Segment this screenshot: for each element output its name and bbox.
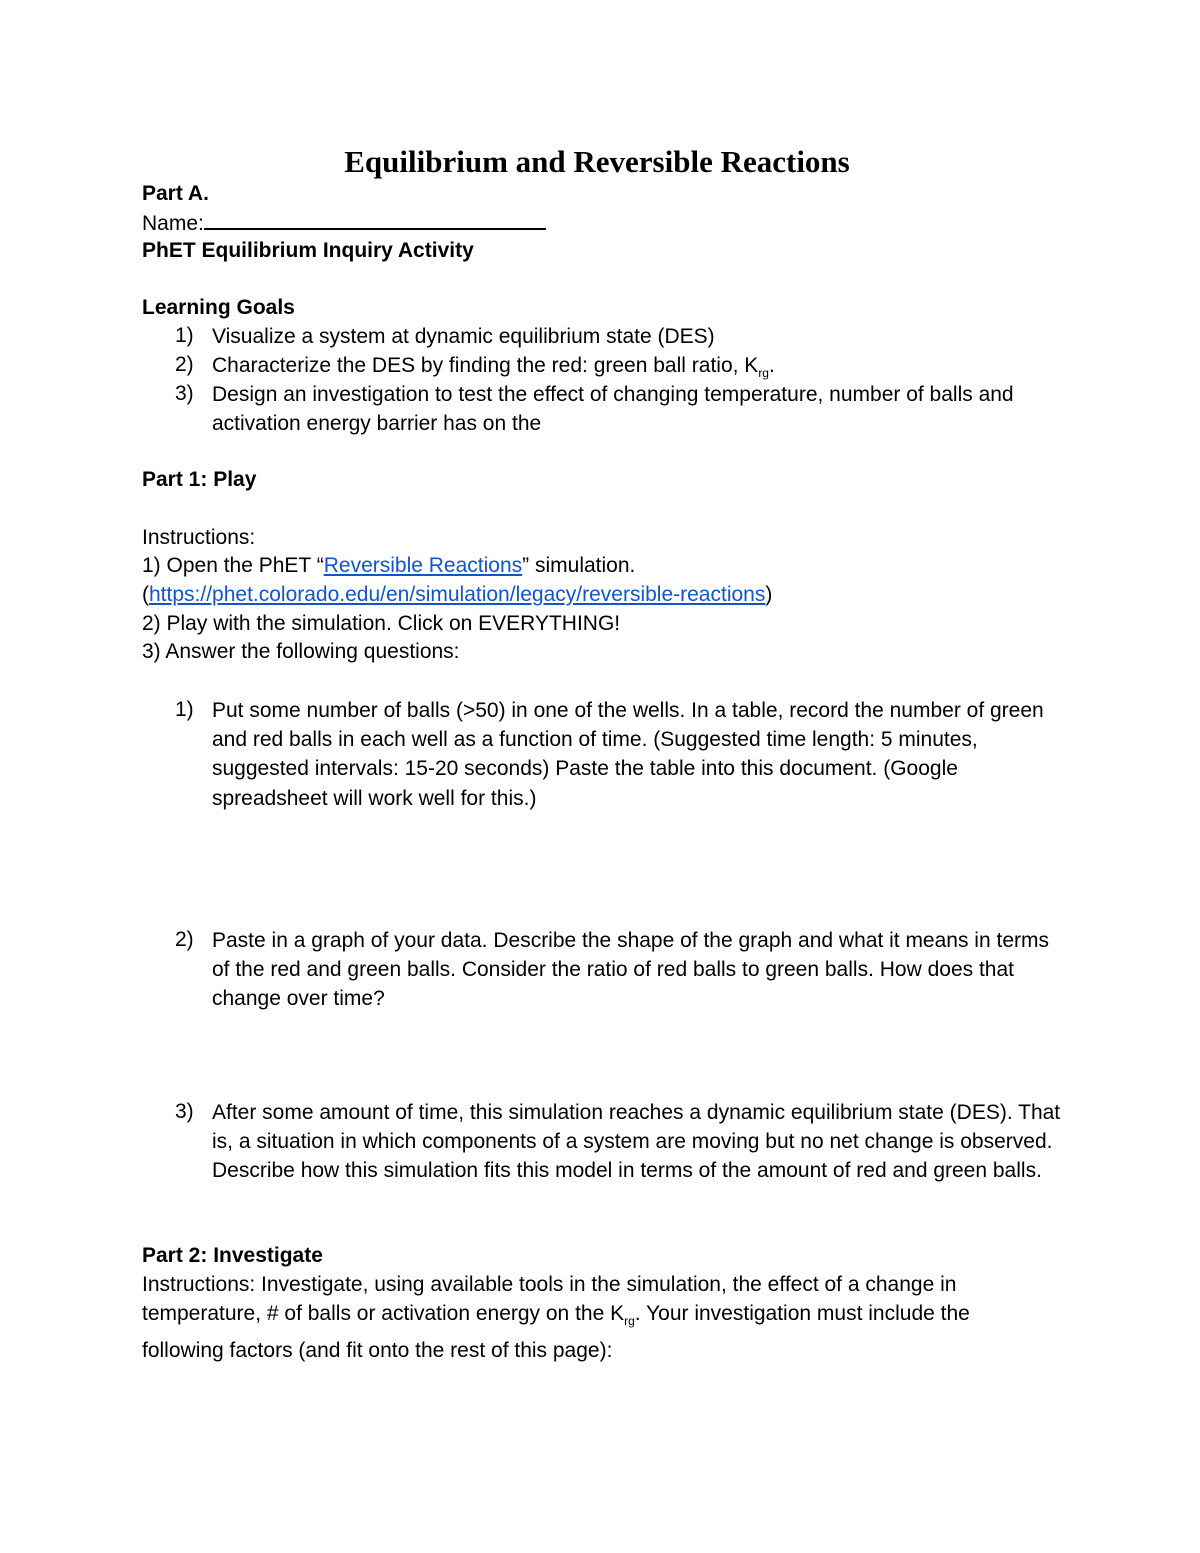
part2-subscript: rg [624, 1314, 635, 1329]
goal-number: 1) [175, 324, 194, 347]
goal-number: 2) [175, 353, 194, 376]
question-text: After some amount of time, this simulation reaches a dynamic equilibrium state (DES). That is, a situation in which components of a system are moving but no net change is observed. Describe how this simulation fits this model in terms of the amount of red and green balls. [212, 1101, 1061, 1183]
url-line [142, 581, 772, 609]
question-number: 2) [175, 928, 194, 951]
name-line [142, 208, 546, 238]
part2-text: Instructions: Investigate, using available tools in the simulation, the effect of a change in temperature, # of balls or activation energy on the K [142, 1273, 957, 1325]
part1-heading: Part 1: Play [142, 468, 257, 491]
goal-tail: . [768, 354, 775, 377]
step1-post: ” simulation. [522, 554, 636, 577]
goal-item: Visualize a system at dynamic equilibrium state (DES) [212, 325, 715, 348]
part2-text-tail: . Your investigation must include the following factors (and fit onto the rest of this page): [142, 1302, 970, 1363]
document-title: Equilibrium and Reversible Reactions [344, 144, 850, 179]
question-number: 3) [175, 1100, 194, 1123]
name-label: Name: [142, 212, 204, 235]
goal-number: 3) [175, 382, 194, 405]
part-a-label: Part A. [142, 182, 209, 205]
step1-pre: 1) Open the PhET “ [142, 554, 324, 577]
goal-text: Characterize the DES by finding the red: green ball ratio, K [212, 354, 759, 377]
part2-instructions [142, 1270, 1012, 1365]
goal-subscript: rg [758, 366, 769, 381]
question-text: Paste in a graph of your data. Describe the shape of the graph and what it means in terms of the red and green balls. Consider the ratio of red balls to green balls. How does that change over time? [212, 929, 1049, 1011]
reversible-reactions-link[interactable]: Reversible Reactions [323, 554, 523, 577]
instructions-label: Instructions: [142, 526, 256, 549]
url-close-paren: ) [765, 583, 773, 606]
activity-title: PhET Equilibrium Inquiry Activity [142, 239, 474, 262]
instruction-step-2: 2) Play with the simulation. Click on EVERYTHING! [142, 612, 621, 635]
instruction-step-1 [142, 552, 635, 580]
url-open-paren: ( [142, 583, 149, 606]
part2-heading: Part 2: Investigate [142, 1244, 323, 1267]
instruction-step-3: 3) Answer the following questions: [142, 640, 460, 663]
question-number: 1) [175, 698, 194, 721]
simulation-url-link[interactable]: https://phet.colorado.edu/en/simulation/legacy/reversible-reactions [149, 583, 766, 606]
question-text: Put some number of balls (>50) in one of the wells. In a table, record the number of green and red balls in each well as a function of time. (Suggested time length: 5 minutes, suggested intervals: 15-20 seconds) Paste the table into this document. (Google spreadsheet will work well for this.) [212, 699, 1044, 810]
name-blank-field[interactable] [204, 208, 546, 230]
learning-goals-heading: Learning Goals [142, 296, 295, 319]
goal-item: Design an investigation to test the effect of changing temperature, number of balls and activation energy barrier has on the [212, 383, 1014, 436]
